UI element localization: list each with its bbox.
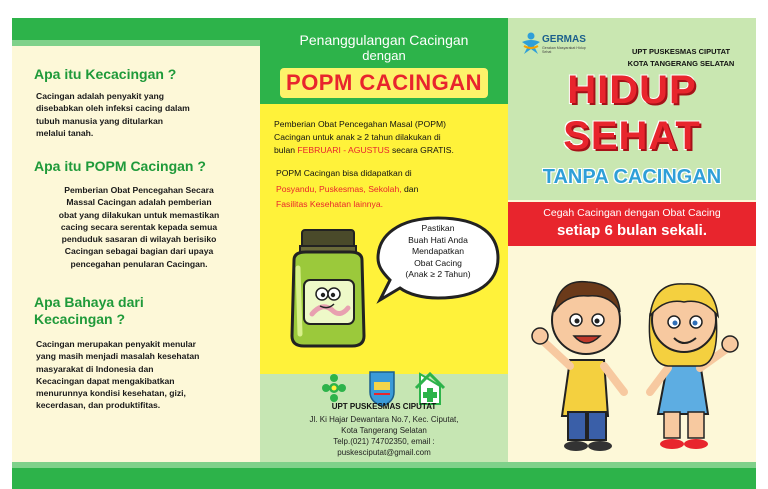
text-line: Cacingan merupakan penyakit menular (36, 339, 196, 349)
bakti-husada-logo-icon (322, 374, 346, 402)
text-line: pencegahan penularan Cacingan. (70, 258, 208, 269)
heading-bahaya (34, 294, 144, 328)
text-bahaya (36, 338, 258, 412)
locations-highlight: Posyandu, Puskesmas, Sekolah, (276, 183, 402, 194)
panel-left-top-stripe-light (12, 40, 260, 46)
text-line (274, 144, 496, 157)
speech-bubble-text (384, 223, 492, 281)
heading-bahaya-line1: Apa Bahaya dari (34, 294, 144, 310)
address-line: Kota Tangerang Selatan (341, 426, 427, 435)
facilities-highlight: Fasilitas Kesehatan lainnya. (276, 199, 384, 209)
puskesmas-logo-icon (416, 374, 444, 404)
bubble-line: Mendapatkan (411, 246, 465, 256)
heading-apa-itu-popm: Apa itu POPM Cacingan ? (34, 158, 206, 174)
text-line: obat yang dilakukan untuk memastikan (58, 209, 220, 220)
panel-left-top-stripe (12, 18, 260, 40)
title-penanggulangan: Penanggulangan Cacingan (299, 32, 469, 48)
popm-location-text (276, 166, 498, 213)
heading-bahaya-line2: Kecacingan ? (34, 311, 126, 327)
bubble-line: (Anak ≥ 2 Tahun) (405, 269, 471, 279)
title-hidup: HIDUP (567, 68, 697, 112)
text-line: tubuh manusia yang ditularkan (36, 115, 164, 126)
germas-wordmark: GERMAS (542, 34, 586, 45)
text-line: kecerdasan, dan produktifitas. (36, 400, 161, 411)
text-fragment: dan (401, 183, 419, 194)
panel-right (508, 18, 756, 462)
title-dengan: dengan (362, 48, 406, 63)
upt-line: KOTA TANGERANG SELATAN (627, 59, 735, 68)
text-line: Kecacingan dapat mengakibatkan (36, 375, 175, 386)
months-highlight: FEBRUARI - AGUSTUS (297, 145, 390, 155)
address-line: puskesciputat@gmail.com (337, 448, 431, 457)
popm-cacingan-banner: POPM CACINGAN (280, 68, 488, 98)
address-line: Jl. Ki Hajar Dewantara No.7, Kec. Ciputat, (309, 415, 459, 424)
top-margin (0, 0, 768, 18)
bottom-stripe (12, 462, 756, 489)
text-line: Pemberian Obat Pencegahan Masal (POPM) (274, 119, 446, 129)
title-sehat: SEHAT (563, 114, 701, 158)
upt-header (608, 46, 754, 70)
reminder-line1: Cegah Cacingan dengan Obat Cacing (543, 207, 721, 219)
text-fragment: bulan (274, 145, 298, 155)
germas-figure-icon (520, 32, 542, 56)
reminder-line2: setiap 6 bulan sekali. (556, 222, 708, 239)
bubble-line: Buah Hati Anda (408, 234, 468, 245)
popm-schedule-text (274, 118, 496, 157)
text-line (276, 182, 498, 198)
tangerang-selatan-crest-icon (370, 372, 394, 406)
text-popm (26, 184, 252, 270)
puskesmas-address (260, 414, 508, 458)
text-line: cacing secara serentak kepada semua (60, 221, 218, 232)
girl-figure (649, 284, 738, 449)
text-line: melalui tanah. (36, 127, 94, 138)
text-line: yang masih menjadi masalah kesehatan (36, 351, 200, 362)
text-line: Cacingan untuk anak ≥ 2 tahun dilakukan di (274, 132, 441, 142)
text-line: POPM Cacingan bisa didapatkan di (276, 168, 412, 178)
boy-figure (532, 282, 624, 451)
heading-apa-itu-kecacingan: Apa itu Kecacingan ? (34, 66, 177, 82)
bubble-line: Obat Cacing (414, 257, 462, 268)
title-tanpa-cacingan: TANPA CACINGAN (542, 166, 722, 188)
children-illustration (518, 254, 748, 454)
panel-middle (260, 18, 508, 462)
text-line: Massal Cacingan adalah pemberian (66, 197, 212, 208)
panel-left (12, 18, 260, 462)
text-line: disebabkan oleh infeksi cacing dalam (36, 103, 190, 114)
germas-subtitle: Gerakan Masyarakat Hidup Sehat (542, 46, 586, 54)
germas-logo (520, 30, 600, 60)
text-line: masyarakat di Indonesia dan (36, 363, 154, 374)
text-line: Cacingan adalah penyakit yang (36, 91, 164, 101)
text-line: Cacingan sebagai bagian dari upaya (64, 246, 214, 257)
text-line: menurunnya kondisi kesehatan, gizi, (36, 388, 186, 399)
text-kecacingan (36, 90, 246, 139)
bubble-line: Pastikan (421, 223, 455, 233)
medicine-jar-illustration (282, 228, 374, 350)
puskesmas-name: UPT PUSKESMAS CIPUTAT (331, 402, 437, 411)
text-line: penduduk sasaran di wilayah berisiko (61, 234, 217, 245)
upt-line: UPT PUSKESMAS CIPUTAT (631, 47, 731, 56)
address-line: Telp.(021) 74702350, email : (333, 437, 435, 446)
text-line: Pemberian Obat Pencegahan Secara (64, 185, 214, 195)
text-fragment: secara GRATIS. (389, 145, 454, 155)
